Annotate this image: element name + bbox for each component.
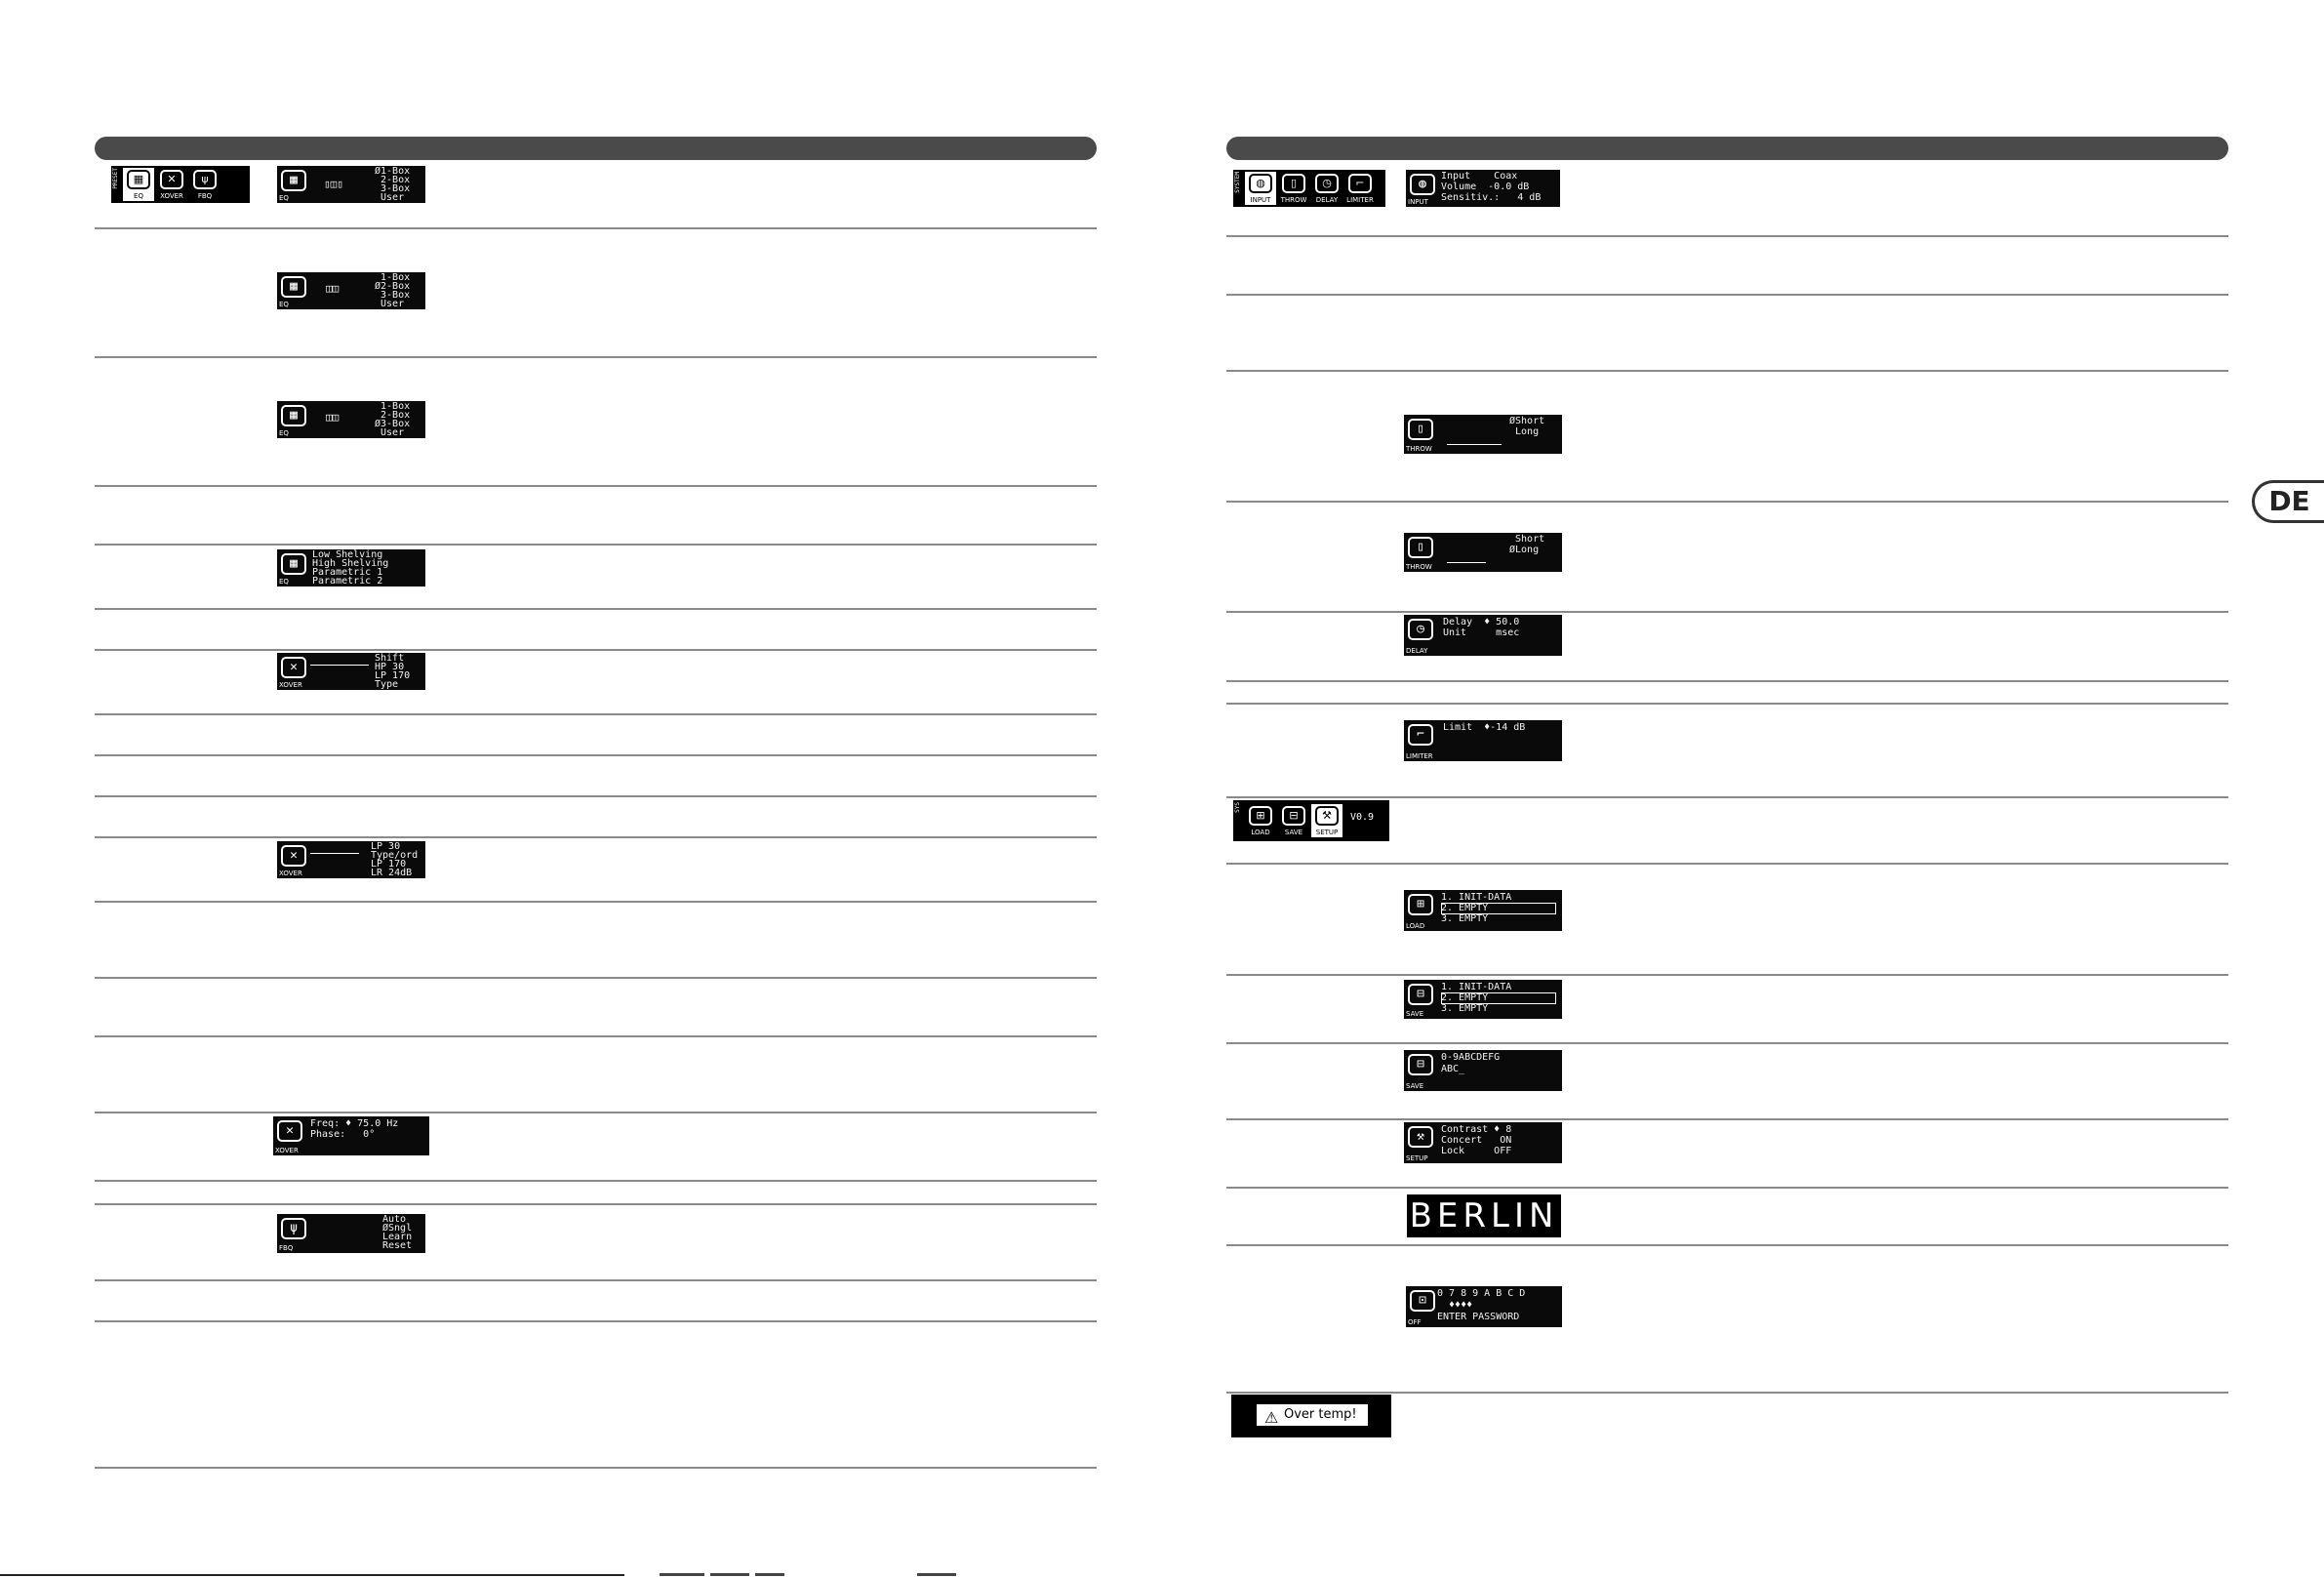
lcd-line: Concert ON [1441, 1135, 1512, 1146]
warning-box [1255, 1402, 1370, 1428]
right-row-divider [1226, 1392, 2228, 1394]
lcd-caption: LIMITER [1406, 752, 1433, 760]
lcd-line: HP 30 [375, 662, 405, 672]
lcd-line: 2-Box [375, 175, 411, 185]
lcd-line: Ø2-Box [375, 281, 411, 292]
menu-item-label: INPUT [1250, 196, 1271, 204]
throw-curve [1447, 444, 1502, 445]
save-icon: ⊟ [1408, 1054, 1433, 1075]
eq-icon: ▦ [281, 405, 306, 426]
eq-icon: ▦ [281, 170, 306, 191]
xover-icon: ✕ [281, 657, 306, 678]
lcd-caption: DELAY [1406, 647, 1428, 655]
lcd-throw-short [1404, 415, 1562, 454]
right-row-divider [1226, 974, 2228, 976]
menu-strip-side-label: PRESET [112, 168, 119, 189]
warning-icon: ⚠ [1264, 1408, 1279, 1427]
eq-icon: ▦ [281, 276, 306, 298]
lcd-caption: LOAD [1406, 922, 1425, 930]
lcd-line: 2. EMPTY [1441, 992, 1489, 1003]
lcd-line: Reset [382, 1240, 413, 1251]
system-menu-strip [1233, 170, 1385, 207]
lcd-line: 2. EMPTY [1441, 903, 1489, 913]
speaker-box-icon: ◫◫ [326, 411, 340, 424]
lcd-line: LR 24dB [371, 868, 413, 878]
throw-icon: ▯ [1282, 174, 1305, 193]
menu-item-label: EQ [134, 192, 143, 200]
throw-curve [1447, 562, 1486, 563]
delay-icon: ◷ [1315, 174, 1339, 193]
over-temp-warning [1231, 1395, 1391, 1437]
lcd-line: 0 7 8 9 A B C D [1437, 1288, 1526, 1299]
wrench-icon: ⚒ [1408, 1126, 1433, 1148]
language-tab: DE [2252, 480, 2324, 523]
right-row-divider [1226, 680, 2228, 682]
lcd-eq-2box [277, 272, 425, 309]
left-row-divider [95, 901, 1097, 903]
left-row-divider [95, 227, 1097, 229]
menu-strip-side-label: SYS [1234, 802, 1241, 813]
eq-icon: ▦ [127, 170, 150, 189]
lcd-line: ABC_ [1441, 1064, 1465, 1074]
lcd-line: ØLong [1509, 545, 1540, 555]
left-row-divider [95, 1203, 1097, 1205]
left-row-divider [95, 1320, 1097, 1322]
input-icon: ◍ [1410, 174, 1435, 195]
speaker-box-icon: ▯◫▯ [324, 178, 343, 190]
eq-icon: ▦ [281, 553, 306, 575]
lcd-caption: EQ [279, 301, 289, 308]
lcd-caption: OFF [1408, 1318, 1422, 1326]
lcd-setup [1404, 1122, 1562, 1163]
left-row-divider [95, 1112, 1097, 1113]
right-row-divider [1226, 1042, 2228, 1044]
right-row-divider [1226, 1118, 2228, 1120]
right-row-divider [1226, 611, 2228, 613]
lcd-xover-lp [277, 841, 425, 878]
right-header-bar [1226, 137, 2228, 160]
lcd-save [1404, 980, 1562, 1019]
lcd-caption: XOVER [275, 1147, 299, 1154]
lcd-line: Freq: ♦ 75.0 Hz [310, 1118, 399, 1129]
right-row-divider [1226, 1244, 2228, 1246]
lcd-line: Low Shelving [312, 549, 383, 560]
right-row-divider [1226, 294, 2228, 296]
wrench-icon: ⚒ [1315, 806, 1339, 826]
lcd-line: Shift [375, 653, 405, 664]
right-row-divider [1226, 501, 2228, 503]
lcd-caption: XOVER [279, 681, 302, 689]
left-row-divider [95, 608, 1097, 610]
menu-item-delay [1311, 172, 1342, 205]
lcd-xover-hp [277, 653, 425, 690]
lcd-line: 1-Box [375, 401, 411, 412]
right-row-divider [1226, 703, 2228, 705]
lcd-eq-3box [277, 401, 425, 438]
menu-item-label: LOAD [1251, 829, 1270, 836]
footer-mark [660, 1573, 704, 1576]
menu-item-label: FBQ [197, 192, 213, 200]
lcd-line: 3-Box [375, 183, 411, 194]
right-row-divider [1226, 863, 2228, 865]
save-icon: ⊟ [1282, 806, 1305, 826]
left-row-divider [95, 1035, 1097, 1037]
system-menu-strip-2 [1233, 800, 1389, 841]
lcd-line: Type/ord [371, 850, 419, 861]
load-icon: ⊞ [1249, 806, 1272, 826]
lcd-delay [1404, 615, 1562, 656]
lcd-line: Learn [382, 1232, 413, 1242]
lcd-caption: XOVER [279, 870, 302, 877]
lcd-line: User [375, 427, 405, 438]
lcd-caption: EQ [279, 578, 289, 586]
lcd-caption: FBQ [279, 1244, 294, 1252]
left-row-divider [95, 795, 1097, 797]
lcd-caption: EQ [279, 429, 289, 437]
lcd-line: LP 170 [375, 670, 411, 681]
lcd-fbq [277, 1214, 425, 1253]
footer-mark [917, 1573, 956, 1576]
menu-item-label: THROW [1280, 196, 1307, 204]
left-row-divider [95, 544, 1097, 546]
lcd-eq-filter [277, 549, 425, 587]
left-header-bar [95, 137, 1097, 160]
lcd-line: Ø1-Box [375, 166, 411, 177]
lcd-line: LP 30 [371, 841, 401, 852]
menu-item-label: SAVE [1284, 829, 1303, 836]
lcd-eq-1box [277, 166, 425, 203]
lcd-line: 3. EMPTY [1441, 1003, 1489, 1014]
menu-item-label: LIMITER [1346, 196, 1374, 204]
lcd-line: High Shelving [312, 558, 389, 569]
right-row-divider [1226, 235, 2228, 237]
limiter-icon: ⌐ [1348, 174, 1372, 193]
lcd-caption: SAVE [1406, 1010, 1424, 1018]
lcd-save-name [1404, 1050, 1562, 1091]
left-row-divider [95, 836, 1097, 838]
menu-item-load [1245, 804, 1276, 837]
lcd-line: Volume -0.0 dB [1441, 182, 1530, 192]
xover-icon: ✕ [277, 1120, 302, 1142]
lcd-line: 3. EMPTY [1441, 913, 1489, 924]
lcd-line: Limit ♦-14 dB [1443, 722, 1526, 733]
lcd-line: Type [375, 679, 399, 690]
menu-item-limiter [1344, 172, 1376, 205]
left-row-divider [95, 754, 1097, 756]
preset-menu-strip [111, 166, 250, 203]
menu-item-label: DELAY [1315, 196, 1339, 204]
menu-item-save [1278, 804, 1309, 837]
lcd-caption: INPUT [1408, 198, 1428, 206]
left-row-divider [95, 649, 1097, 651]
lcd-caption: EQ [279, 194, 289, 202]
lcd-line: LP 170 [371, 859, 407, 870]
left-row-divider [95, 713, 1097, 715]
left-row-divider [95, 1180, 1097, 1182]
menu-strip-side-label: SYSTEM [1234, 172, 1241, 193]
throw-icon: ▯ [1408, 419, 1433, 440]
menu-item-setup [1311, 804, 1342, 837]
footer-mark [710, 1573, 749, 1576]
lcd-line: Short [1509, 534, 1545, 545]
warning-text: Over temp! [1284, 1407, 1357, 1422]
xover-icon: ✕ [160, 170, 183, 189]
lcd-line: User [375, 299, 405, 309]
fbq-icon: ψ [193, 170, 217, 189]
lcd-line: Contrast ♦ 8 [1441, 1124, 1512, 1135]
lcd-line: 2-Box [375, 410, 411, 421]
footer-mark [755, 1573, 784, 1576]
filter-curve [310, 665, 369, 666]
lcd-limiter [1404, 720, 1562, 761]
lcd-lock [1406, 1286, 1562, 1327]
lcd-line: Sensitiv.: 4 dB [1441, 192, 1542, 203]
menu-item-label: XOVER [160, 192, 183, 200]
lcd-line: Parametric 2 [312, 576, 383, 587]
lcd-line: ØShort [1509, 416, 1545, 426]
filter-curve [310, 853, 359, 854]
lcd-caption: SAVE [1406, 1082, 1424, 1090]
right-row-divider [1226, 370, 2228, 372]
lcd-throw-long [1404, 533, 1562, 572]
lcd-input [1406, 170, 1560, 207]
brand-logo: BERLIN [1407, 1194, 1561, 1237]
lcd-line: ♦♦♦♦ [1437, 1300, 1473, 1311]
lcd-line: Phase: 0° [310, 1129, 376, 1140]
left-row-divider [95, 356, 1097, 358]
footer-rule [0, 1574, 624, 1576]
lcd-line: Delay ♦ 50.0 [1443, 617, 1520, 627]
lock-icon: ⊡ [1410, 1290, 1435, 1312]
menu-item-input [1245, 172, 1276, 205]
lcd-caption: THROW [1406, 563, 1432, 571]
lcd-line: Ø3-Box [375, 419, 411, 429]
lcd-line: Long [1509, 426, 1540, 437]
throw-icon: ▯ [1408, 537, 1433, 558]
fbq-icon: ψ [281, 1218, 306, 1239]
input-icon: ◍ [1249, 174, 1272, 193]
load-icon: ⊞ [1408, 894, 1433, 915]
lcd-line: User [375, 192, 405, 203]
menu-item-eq [123, 168, 154, 201]
delay-icon: ◷ [1408, 619, 1433, 640]
save-icon: ⊟ [1408, 984, 1433, 1005]
left-row-divider [95, 1279, 1097, 1281]
menu-item-label: SETUP [1315, 829, 1339, 836]
lcd-line: 0-9ABCDEFG [1441, 1052, 1501, 1063]
lcd-xover-sub [273, 1116, 429, 1155]
lcd-caption: SETUP [1406, 1154, 1428, 1162]
left-row-divider [95, 485, 1097, 487]
speaker-box-icon: ◫◫ [326, 282, 340, 295]
left-row-divider [95, 1467, 1097, 1469]
lcd-line: 1. INIT-DATA [1441, 892, 1512, 903]
lcd-line: ENTER PASSWORD [1437, 1312, 1520, 1322]
lcd-line: Lock OFF [1441, 1146, 1512, 1156]
lcd-line: Unit msec [1443, 627, 1520, 638]
firmware-version: V0.9 [1350, 812, 1375, 823]
menu-item-xover [156, 168, 187, 201]
lcd-load [1404, 890, 1562, 931]
lcd-line: Parametric 1 [312, 567, 383, 578]
lcd-line: 1-Box [375, 272, 411, 283]
lcd-caption: THROW [1406, 445, 1432, 453]
lcd-line: 1. INIT-DATA [1441, 982, 1512, 992]
limiter-icon: ⌐ [1408, 724, 1433, 746]
menu-item-throw [1278, 172, 1309, 205]
menu-item-fbq [189, 168, 220, 201]
lcd-line: 3-Box [375, 290, 411, 301]
right-row-divider [1226, 796, 2228, 798]
left-row-divider [95, 977, 1097, 979]
right-row-divider [1226, 1187, 2228, 1189]
lcd-line: ØSngl [382, 1223, 413, 1234]
lcd-line: Input Coax [1441, 171, 1518, 182]
xover-icon: ✕ [281, 845, 306, 867]
lcd-line: Auto [382, 1214, 407, 1225]
